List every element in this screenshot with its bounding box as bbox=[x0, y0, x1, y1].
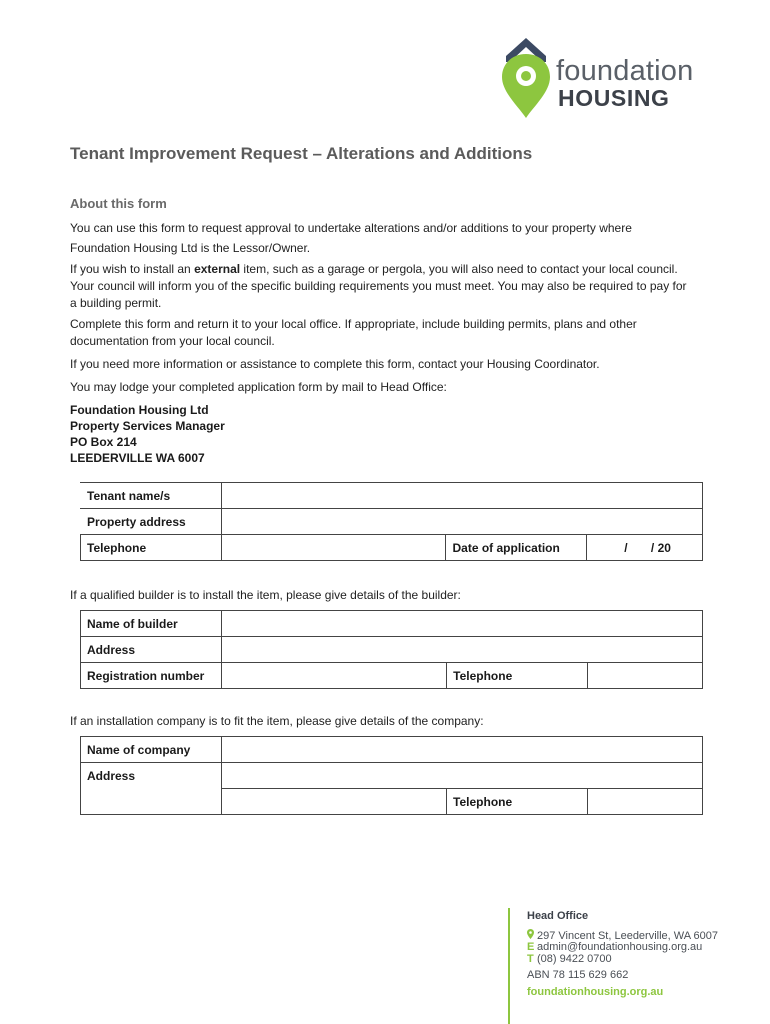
date-of-application-field[interactable]: / / 20 bbox=[587, 535, 703, 561]
company-name-field[interactable] bbox=[221, 737, 702, 763]
builder-intro: If a qualified builder is to install the item, please give details of the builder: bbox=[70, 588, 461, 602]
logo-pin-icon bbox=[498, 34, 554, 120]
head-office-footer bbox=[508, 908, 748, 1024]
builder-telephone-field[interactable] bbox=[587, 663, 702, 689]
company-address-field-line2[interactable] bbox=[221, 789, 446, 815]
footer-email: E admin@foundationhousing.org.au bbox=[527, 941, 703, 953]
about-paragraph-4: If you need more information or assistance to complete this form, contact your Housing Coordinator. bbox=[70, 357, 600, 371]
footer-phone: T (08) 9422 0700 bbox=[527, 953, 612, 965]
about-heading: About this form bbox=[70, 196, 167, 211]
builder-name-field[interactable] bbox=[221, 611, 702, 637]
footer-website-link[interactable]: foundationhousing.org.au bbox=[527, 986, 664, 998]
company-address-field-line1[interactable] bbox=[221, 763, 702, 789]
builder-details-table bbox=[80, 610, 703, 689]
tenant-telephone-label: Telephone bbox=[81, 535, 222, 561]
tenant-telephone-field[interactable] bbox=[221, 535, 446, 561]
builder-address-field[interactable] bbox=[221, 637, 702, 663]
about-paragraph-2: If you wish to install an external item, such as a garage or pergola, you will also need to contact your local council. Your council will inform you of the specific building requirements you must meet. You may also be required to pay for a building permit. bbox=[70, 262, 687, 310]
tenant-names-field[interactable] bbox=[221, 483, 702, 509]
date-of-application-label: Date of application bbox=[446, 535, 587, 561]
logo-wordmark-foundation: foundation bbox=[556, 55, 694, 87]
footer-email-link[interactable]: admin@foundationhousing.org.au bbox=[537, 941, 703, 953]
company-telephone-field[interactable] bbox=[587, 789, 702, 815]
footer-address: 297 Vincent St, Leederville, WA 6007 bbox=[527, 929, 718, 943]
company-details-table bbox=[80, 736, 703, 815]
about-paragraph-5: You may lodge your completed application form by mail to Head Office: bbox=[70, 380, 447, 394]
registration-number-field[interactable] bbox=[221, 663, 446, 689]
builder-address-label: Address bbox=[81, 637, 222, 663]
tenant-names-label: Tenant name/s bbox=[81, 483, 222, 509]
page-title: Tenant Improvement Request – Alterations and Additions bbox=[70, 144, 533, 163]
foundation-housing-logo bbox=[498, 34, 728, 120]
about-paragraph-1: You can use this form to request approval to undertake alterations and/or additions to your property where Foundation Housing Ltd is the Lessor/Owner. bbox=[70, 221, 632, 255]
footer-abn: ABN 78 115 629 662 bbox=[527, 969, 629, 981]
company-telephone-label: Telephone bbox=[447, 789, 588, 815]
registration-number-label: Registration number bbox=[81, 663, 222, 689]
footer-heading: Head Office bbox=[527, 910, 589, 922]
builder-name-label: Name of builder bbox=[81, 611, 222, 637]
builder-telephone-label: Telephone bbox=[447, 663, 588, 689]
about-paragraph-3: Complete this form and return it to your local office. If appropriate, include building permits, plans and other documentation from your local council. bbox=[70, 317, 637, 348]
company-intro: If an installation company is to fit the item, please give details of the company: bbox=[70, 714, 484, 728]
company-address-label: Address bbox=[81, 763, 222, 815]
logo-wordmark-housing: HOUSING bbox=[558, 85, 670, 111]
property-address-label: Property address bbox=[81, 509, 222, 535]
property-address-field[interactable] bbox=[221, 509, 702, 535]
mailing-address: Foundation Housing Ltd Property Services Manager PO Box 214 LEEDERVILLE WA 6007 bbox=[70, 403, 225, 465]
tenant-details-table bbox=[80, 482, 703, 561]
external-emphasis: external bbox=[194, 262, 241, 276]
company-name-label: Name of company bbox=[81, 737, 222, 763]
footer-accent-bar bbox=[508, 908, 510, 1024]
